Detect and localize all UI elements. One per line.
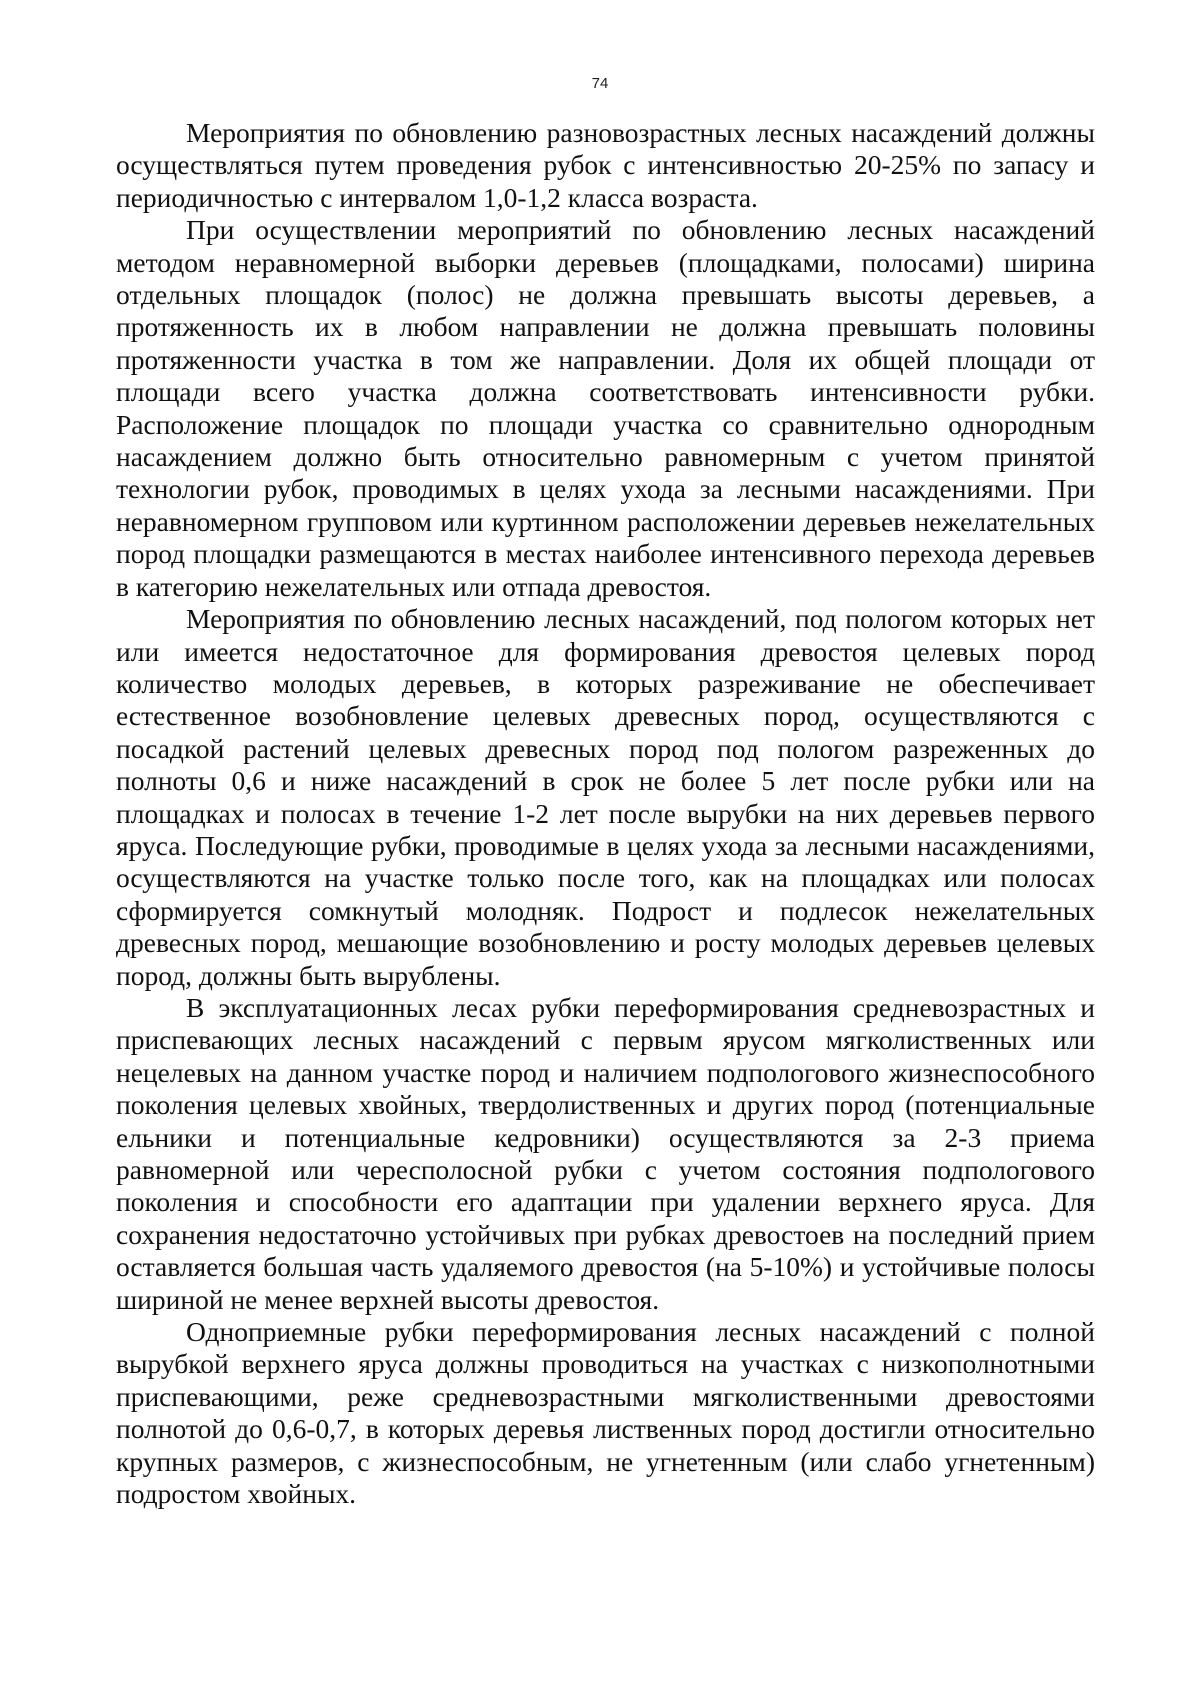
paragraph-4: В эксплуатационных лесах рубки переформирования средневозрастных и приспевающих лесных насаждений с первым ярусом мягколиственных или нецелевых на данном участке пород и наличием подпологового жизнеспособного поколения целевых хвойных, твердолиственных и других пород (потенциальные ельники и потенциальные кедровники) осуществляются за 2-3 приема равномерной или чересполосной рубки с учетом состояния подпологового поколения и способности его адаптации при удалении верхнего яруса. Для сохранения недостаточно устойчивых при рубках древостоев на последний прием оставляется большая часть удаляемого древостоя (на 5-10%) и устойчивые полосы шириной не менее верхней высоты древостоя. [116, 991, 1095, 1315]
page-number: 74 [591, 75, 609, 92]
paragraph-3: Мероприятия по обновлению лесных насаждений, под пологом которых нет или имеется недостаточное для формирования древостоя целевых пород количество молодых деревьев, в которых разреживание не обеспечивает естественное возобновление целевых древесных пород, осуществляются с посадкой растений целевых древесных пород под пологом разреженных до полноты 0,6 и ниже насаждений в срок не более 5 лет после рубки или на площадках и полосах в течение 1-2 лет после вырубки на них деревьев первого яруса. Последующие рубки, проводимые в целях ухода за лесными насаждениями, осуществляются на участке только после того, как на площадках или полосах сформируется сомкнутый молодняк. Подрост и подлесок нежелательных древесных пород, мешающие возобновлению и росту молодых деревьев целевых пород, должны быть вырублены. [116, 603, 1095, 991]
document-body [116, 117, 1095, 1510]
paragraph-1: Мероприятия по обновлению разновозрастных лесных насаждений должны осуществляться путем проведения рубок с интенсивностью 20-25% по запасу и периодичностью с интервалом 1,0-1,2 класса возраста. [116, 117, 1095, 213]
paragraph-2: При осуществлении мероприятий по обновлению лесных насаждений методом неравномерной выборки деревьев (площадками, полосами) ширина отдельных площадок (полос) не должна превышать высоты деревьев, а протяженность их в любом направлении не должна превышать половины протяженности участка в том же направлении. Доля их общей площади от площади всего участка должна соответствовать интенсивности рубки. Расположение площадок по площади участка со сравнительно однородным насаждением должно быть относительно равномерным с учетом принятой технологии рубок, проводимых в целях ухода за лесными насаждениями. При неравномерном групповом или куртинном расположении деревьев нежелательных пород площадки размещаются в местах наиболее интенсивного перехода деревьев в категорию нежелательных или отпада древостоя. [116, 214, 1095, 602]
paragraph-5: Одноприемные рубки переформирования лесных насаждений с полной вырубкой верхнего яруса должны проводиться на участках с низкополнотными приспевающими, реже средневозрастными мягколиственными древостоями полнотой до 0,6-0,7, в которых деревья лиственных пород достигли относительно крупных размеров, с жизнеспособным, не угнетенным (или слабо угнетенным) подростом хвойных. [116, 1316, 1095, 1510]
